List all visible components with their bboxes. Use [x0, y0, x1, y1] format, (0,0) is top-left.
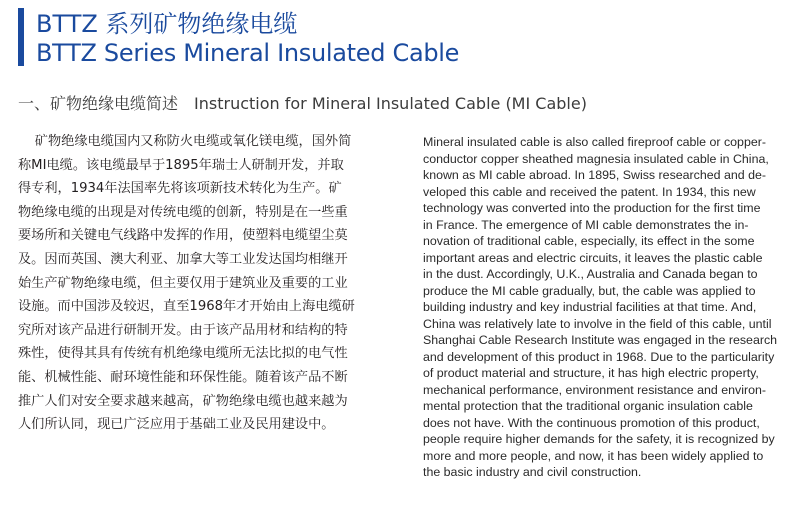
section-number: 一、: [18, 94, 51, 113]
text-line: technology was converted into the production for the first time: [423, 201, 761, 215]
text-line: produce the MI cable gradually, but, the cable was applied to: [423, 283, 756, 298]
section-heading-english: Instruction for Mineral Insulated Cable (MI Cable): [194, 94, 587, 113]
text-line: veloped this cable and received the patent. In 1934, this new: [423, 184, 756, 199]
text-line: building industry and key industrial facilities at that time. And,: [423, 300, 757, 314]
text-line: more and more people, and now, it has been widely applied to: [423, 448, 764, 463]
text-line: 殊性，使得其具有传统有机绝缘电缆所无法比拟的电气性: [18, 346, 348, 362]
text-line: 得专利，1934年法国率先将该项新技术转化为生产。矿: [18, 181, 342, 197]
text-line: and development of this product in 1968. Due to the particularity: [423, 349, 775, 364]
text-line: 推广人们对安全要求越来越高，矿物绝缘电缆也越来越为: [18, 393, 348, 409]
text-line: Shanghai Cable Research Institute was engaged in the research: [423, 333, 778, 347]
text-line: China was relatively late to involve in the field of this cable, until: [423, 316, 772, 331]
text-line: 物绝缘电缆的出现是对传统电缆的创新，特别是在一些重: [18, 204, 348, 220]
english-body-text: [423, 134, 788, 481]
page-title-chinese: BTTZ 系列矿物绝缘电缆: [36, 10, 298, 38]
text-line: conductor copper sheathed magnesia insulated cable in China,: [423, 151, 769, 166]
text-line: the basic industry and civil construction.: [423, 465, 642, 479]
text-line: 要场所和关键电气线路中发挥的作用，使塑料电缆望尘莫: [18, 228, 348, 244]
chinese-body-text: [18, 130, 386, 437]
text-line: in France. The emergence of MI cable demonstrates the in-: [423, 217, 749, 232]
text-line: novation of traditional cable, especially, its effect in the some: [423, 234, 755, 248]
text-line: people require higher demands for the safety, it is recognized by: [423, 432, 775, 446]
text-line: known as MI cable abroad. In 1895, Swiss researched and de-: [423, 168, 767, 182]
text-line: 究所对该产品进行研制开发。由于该产品用材和结构的特: [18, 322, 348, 338]
text-line: mental protection that the traditional organic insulation cable: [423, 399, 753, 413]
text-line: 称MI电缆。该电缆最早于1895年瑞士人研制开发，并取: [18, 157, 344, 173]
text-line: 矿物绝缘电缆国内又称防火电缆或氧化镁电缆，国外简: [18, 134, 352, 149]
text-line: 始生产矿物绝缘电缆，但主要仅用于建筑业及重要的工业: [18, 275, 348, 291]
text-line: 及。因而英国、澳大利亚、加拿大等工业发达国均相继开: [18, 251, 348, 267]
page-title-english: BTTZ Series Mineral Insulated Cable: [36, 39, 460, 67]
text-line: 能、机械性能、耐环境性能和环保性能。随着该产品不断: [18, 369, 348, 385]
title-accent-bar: [18, 8, 24, 66]
text-line: mechanical performance, environment resistance and environ-: [423, 382, 766, 397]
text-line: of product material and structure, it has high electric property,: [423, 366, 759, 380]
text-line: 人们所认同，现已广泛应用于基础工业及民用建设中。: [18, 417, 335, 433]
section-heading-chinese: 矿物绝缘电缆简述: [50, 94, 179, 113]
text-line: does not have. With the continuous promotion of this product,: [423, 415, 760, 430]
text-line: in the dust. Accordingly, U.K., Australia and Canada began to: [423, 267, 758, 281]
text-line: important areas and electric circuits, it leaves the plastic cable: [423, 250, 763, 265]
text-line: 设施。而中国涉及较迟，直至1968年才开始由上海电缆研: [18, 299, 355, 315]
section-heading: [18, 94, 587, 114]
text-line: Mineral insulated cable is also called fireproof cable or copper-: [423, 135, 766, 149]
